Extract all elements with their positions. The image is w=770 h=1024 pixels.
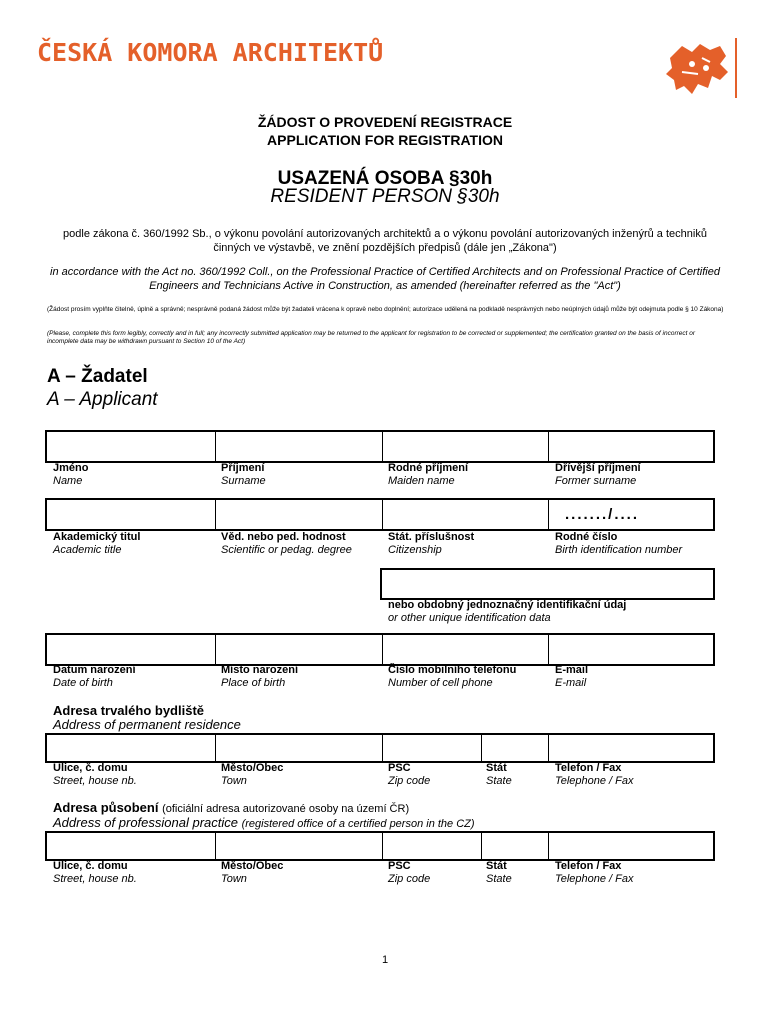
subtitle-en: RESIDENT PERSON §30h <box>270 186 500 207</box>
page-number: 1 <box>381 954 389 966</box>
permanent-address-heading-en: Address of permanent residence <box>53 717 241 732</box>
citizenship-field-label: Stát. příslušnost Citizenship <box>388 531 475 556</box>
practice-zip-label: PSČ Zip code <box>388 860 431 885</box>
other-id-field-label: nebo obdobný jednoznačný identifikační údaj or other unique identification data <box>388 599 627 624</box>
date-of-birth-field-label: Datum narození Date of birth <box>53 664 136 689</box>
practice-address-row[interactable] <box>45 831 715 861</box>
former-surname-field-label: Dřívější příjmení Former surname <box>555 462 641 487</box>
permanent-town-label: Město/Obec Town <box>221 762 284 787</box>
permanent-zip-label: PSČ Zip code <box>388 762 431 787</box>
section-a-title-en: A – Applicant <box>47 389 158 410</box>
permanent-phone-label: Telefon / Fax Telephone / Fax <box>555 762 634 787</box>
birth-number-mask[interactable]: ......./.... <box>565 506 640 523</box>
practice-state-label: Stát State <box>486 860 512 885</box>
maiden-name-field-label: Rodné příjmení Maiden name <box>388 462 469 487</box>
practice-phone-label: Telefon / Fax Telephone / Fax <box>555 860 634 885</box>
surname-input[interactable] <box>215 432 381 462</box>
name-field-label: Jméno Name <box>53 462 89 487</box>
academic-title-input[interactable] <box>47 500 213 530</box>
other-id-input[interactable] <box>380 568 715 600</box>
email-field-label: E-mail E-mail <box>555 664 589 689</box>
intro-cz: podle zákona č. 360/1992 Sb., o výkonu povolání autorizovaných architektů a o výkonu povolání autorizovaných inženýrů a techniků činných ve výstavbě, ve znění pozdějších předpisů (dále jen „Zákona") <box>63 228 707 254</box>
name-input[interactable] <box>47 432 213 462</box>
section-a-title-cz: A – Žadatel <box>47 366 148 387</box>
practice-address-heading-en: Address of professional practice (registered office of a certified person in the CZ) <box>53 815 475 830</box>
permanent-state-label: Stát State <box>486 762 512 787</box>
scientific-degree-field-label: Věd. nebo ped. hodnost Scientific or pedag. degree <box>221 531 352 556</box>
cell-phone-input[interactable] <box>382 635 548 665</box>
practice-address-heading-cz: Adresa působení (oficiální adresa autorizované osoby na území ČR) <box>53 800 410 815</box>
title-cz: ŽÁDOST O PROVEDENÍ REGISTRACE <box>257 114 513 130</box>
citizenship-input[interactable] <box>382 500 548 530</box>
maiden-name-input[interactable] <box>382 432 548 462</box>
lion-emblem-icon <box>662 38 742 98</box>
instructions-note-cz: (Žádost prosím vyplňte čitelně, úplně a správně; nesprávně podaná žádost může být žadateli vrácena k opravě nebo doplnění; autorizace udělená na podkladě nesprávných nebo neúplných údajů může být odejmuta podle § 10 Zákona) <box>47 306 724 313</box>
academic-title-field-label: Akademický titul Academic title <box>53 531 141 556</box>
birth-number-field-label: Rodné číslo Birth identification number <box>555 531 683 556</box>
instructions-note-en: (Please, complete this form legibly, correctly and in full; any incorrectly submitted application may be returned to the applicant for registration to be corrected or supplemented; the certification granted on the basis of incorrect or incomplete data may be withdrawn pursuant to Section 10 of the Act) <box>47 330 696 345</box>
practice-street-label: Ulice, č. domu Street, house nb. <box>53 860 137 885</box>
intro-en: in accordance with the Act no. 360/1992 Coll., on the Professional Practice of Certified Architects and on Professional Practice of Certified Engineers and Technicians Active in Construction, as amended (hereinafter referred as the "Act") <box>50 266 720 292</box>
permanent-address-heading-cz: Adresa trvalého bydliště <box>53 703 204 718</box>
practice-town-label: Město/Obec Town <box>221 860 284 885</box>
permanent-address-row[interactable] <box>45 733 715 763</box>
email-input[interactable] <box>549 635 713 665</box>
place-of-birth-field-label: Místo narození Place of birth <box>221 664 299 689</box>
date-of-birth-input[interactable] <box>47 635 213 665</box>
chamber-logo-text: ČESKÁ KOMORA ARCHITEKTŮ <box>37 38 384 67</box>
place-of-birth-input[interactable] <box>215 635 381 665</box>
scientific-degree-input[interactable] <box>215 500 381 530</box>
surname-field-label: Příjmení Surname <box>221 462 266 487</box>
cell-phone-field-label: Číslo mobilního telefonu Number of cell phone <box>388 664 517 689</box>
subtitle-cz: USAZENÁ OSOBA §30h <box>277 168 493 189</box>
permanent-street-label: Ulice, č. domu Street, house nb. <box>53 762 137 787</box>
former-surname-input[interactable] <box>549 432 713 462</box>
title-en: APPLICATION FOR REGISTRATION <box>267 132 503 148</box>
